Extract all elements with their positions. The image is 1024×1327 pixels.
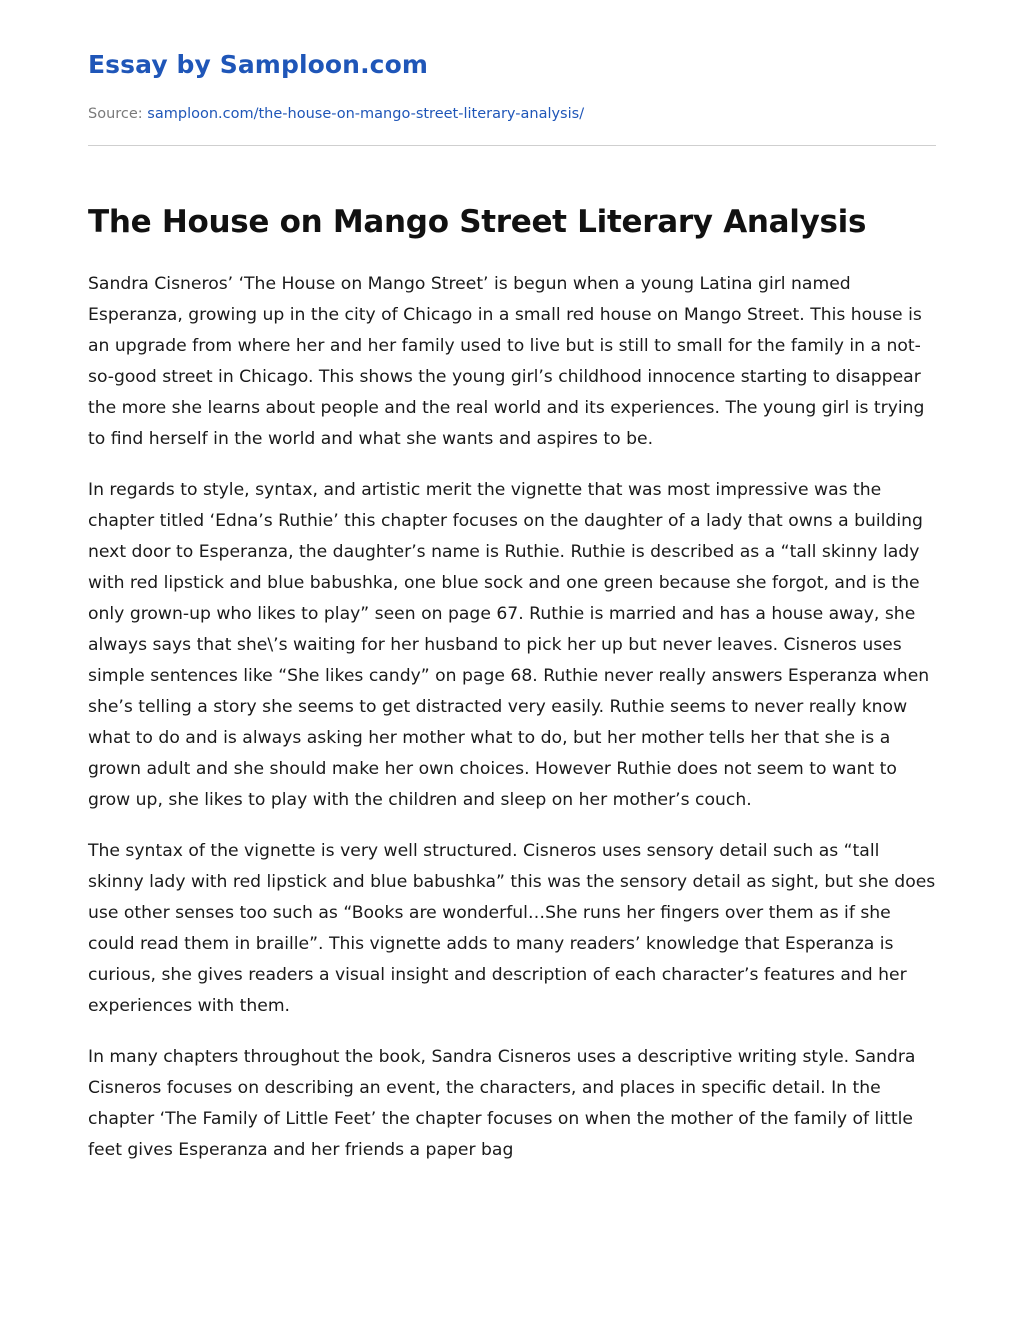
essay-body: [88, 269, 936, 1186]
essay-paragraph-2: In regards to style, syntax, and artistic merit the vignette that was most impressive was the chapter titled ‘Edna’s Ruthie’ this chapter focuses on the daughter of a lady that owns a building next door to Esperanza, the daughter’s name is Ruthie. Ruthie is described as a “tall skinny lady with red lipstick and blue babushka, one blue sock and one green because she forgot, and is the only grown-up who likes to play” seen on page 67. Ruthie is married and has a house away, she always says that she\’s waiting for her husband to pick her up but never leaves. Cisneros uses simple sentences like “She likes candy” on page 68. Ruthie never really answers Esperanza when she’s telling a story she seems to get distracted very easily. Ruthie seems to never really know what to do and is always asking her mother what to do, but her mother tells her that she is a grown adult and she should make her own choices. However Ruthie does not seem to want to grow up, she likes to play with the children and sleep on her mother’s couch.: [88, 480, 930, 810]
source-label: Source:: [88, 106, 143, 122]
essay-title: The House on Mango Street Literary Analysis: [88, 204, 867, 240]
essay-paragraph-1: Sandra Cisneros’ ‘The House on Mango Street’ is begun when a young Latina girl named Esperanza, growing up in the city of Chicago in a small red house on Mango Street. This house is an upgrade from where her and her family used to live but is still to small for the family in a not-so-good street in Chicago. This shows the young girl’s childhood innocence starting to disappear the more she learns about people and the real world and its experiences. The young girl is trying to find herself in the world and what she wants and aspires to be.: [88, 274, 925, 449]
source-line: [88, 106, 584, 122]
essay-paragraph-3: The syntax of the vignette is very well structured. Cisneros uses sensory detail such as “tall skinny lady with red lipstick and blue babushka” this was the sensory detail as sight, but she does use other senses too such as “Books are wonderful…She runs her fingers over them as if she could read them in braille”. This vignette adds to many readers’ knowledge that Esperanza is curious, she gives readers a visual insight and description of each character’s features and her experiences with them.: [88, 841, 936, 1016]
essay-paragraph-4: In many chapters throughout the book, Sandra Cisneros uses a descriptive writing style. Sandra Cisneros focuses on describing an event, the characters, and places in specific detail. In the chapter ‘The Family of Little Feet’ the chapter focuses on when the mother of the family of little feet gives Esperanza and her friends a paper bag: [88, 1047, 916, 1160]
site-brand[interactable]: Essay by Samploon.com: [88, 50, 429, 79]
source-link[interactable]: samploon.com/the-house-on-mango-street-literary-analysis/: [147, 106, 585, 122]
header-divider: [88, 145, 936, 146]
